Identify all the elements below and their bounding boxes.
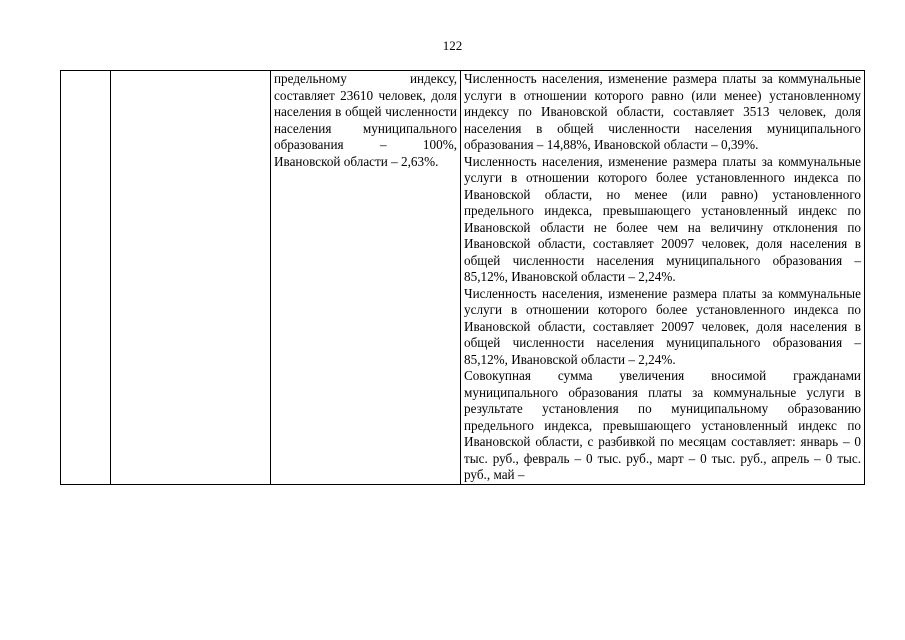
table-cell-2 xyxy=(111,71,271,485)
cell-4-paragraph-2: Численность населения, изменение размера платы за коммунальные услуги в отношении которого более установленного индекса по Ивановской области, но менее (или равно) установленного предельного индекса, превышающего установленный индекс по Ивановской области не более чем на величину отклонения по Ивановской области, составляет 20097 человек, доля населения в общей численности населения муниципального образования – 85,12%, Ивановской области – 2,24%. xyxy=(464,153,861,284)
cell-4-paragraph-1: Численность населения, изменение размера платы за коммунальные услуги в отношении которого равно (или менее) установленному индексу по Ивановской области, составляет 3513 человек, доля населения в общей численности населения муниципального образования – 14,88%, Ивановской области – 0,39%. xyxy=(464,71,861,152)
table-row xyxy=(61,71,865,485)
page-number: 122 xyxy=(442,38,463,53)
cell-4-paragraph-4: Совокупная сумма увеличения вносимой гражданами муниципального образования платы за коммунальные услуги в результате установления по муниципальному образованию предельного индекса, превышающего установленный индекс по Ивановской области, с разбивкой по месяцам составляет: январь – 0 тыс. руб., февраль – 0 тыс. руб., март – 0 тыс. руб., апрель – 0 тыс. руб., май – xyxy=(464,368,861,482)
cell-4-paragraph-3: Численность населения, изменение размера платы за коммунальные услуги в отношении которого более установленного индекса по Ивановской области, составляет 20097 человек, доля населения в общей численности населения муниципального образования – 85,12%, Ивановской области – 2,24%. xyxy=(464,285,861,367)
table-cell-1 xyxy=(61,71,111,485)
document-table xyxy=(60,70,865,485)
table-cell-4 xyxy=(461,71,865,485)
cell-3-text: предельному индексу, составляет 23610 человек, доля населения в общей численности населения муниципального образования – 100%, Ивановской области – 2,63%. xyxy=(274,71,457,169)
table-cell-3 xyxy=(271,71,461,485)
